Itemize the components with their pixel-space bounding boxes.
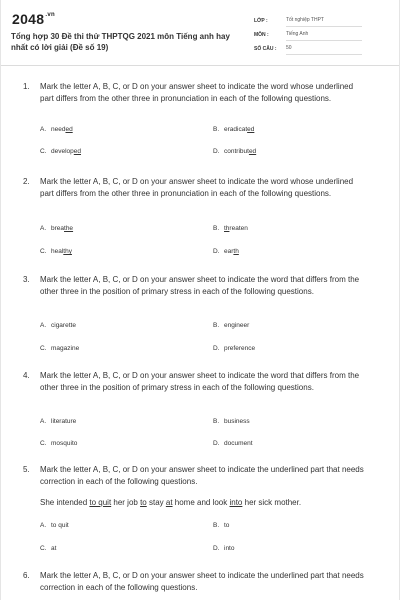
option-letter: D. (213, 248, 220, 255)
option-text: preference (224, 345, 256, 352)
option-underlined: thy (63, 248, 72, 255)
option-letter: B. (213, 522, 220, 529)
option-text: at (51, 545, 57, 552)
option-letter: A. (40, 126, 47, 133)
option-text: literature (51, 418, 77, 425)
option-underlined: ed (248, 148, 257, 155)
option-letter: A. (40, 225, 47, 232)
option-letter: D. (213, 440, 220, 447)
option-letter: C. (40, 148, 47, 155)
option-text: engineer (224, 322, 250, 329)
question-text: Mark the letter A, B, C, or D on your answer sheet to indicate the underlined part that needs correction in each of the following questions. (40, 571, 364, 592)
option-c[interactable] (40, 440, 77, 447)
option-letter: C. (40, 545, 47, 552)
document-header (1, 0, 399, 66)
option-b[interactable] (213, 322, 249, 329)
option-letter: B. (213, 322, 220, 329)
option-text: mosquito (51, 440, 78, 447)
option-a[interactable] (40, 225, 73, 232)
option-underlined: th (233, 248, 239, 255)
question-sentence (40, 498, 375, 507)
option-letter: B. (213, 418, 220, 425)
question-text: Mark the letter A, B, C, or D on your answer sheet to indicate the word that differs from the other three in the position of primary stress in each of the following questions. (40, 371, 360, 392)
sentence-underlined: into (229, 498, 243, 507)
question-text: Mark the letter A, B, C, or D on your answer sheet to indicate the underlined part that needs correction in each of the following questions. (40, 465, 364, 486)
option-text: brea (51, 225, 65, 232)
option-letter: D. (213, 345, 220, 352)
option-letter: C. (40, 345, 47, 352)
option-a[interactable] (40, 418, 76, 425)
option-letter: D. (213, 545, 220, 552)
option-text: magazine (51, 345, 80, 352)
meta-count-label: SỐ CÂU : (254, 46, 277, 52)
option-underlined: ed (73, 148, 82, 155)
question-number: 3. (23, 275, 30, 284)
option-text: business (224, 418, 250, 425)
option-a[interactable] (40, 322, 76, 329)
option-d[interactable] (213, 545, 234, 552)
meta-class-label: LỚP : (254, 18, 268, 24)
option-c[interactable] (40, 248, 72, 255)
question-number: 6. (23, 571, 30, 580)
sentence-part: her sick mother. (242, 498, 302, 507)
option-d[interactable] (213, 148, 256, 155)
option-a[interactable] (40, 126, 73, 133)
option-c[interactable] (40, 345, 79, 352)
option-text: contribut (224, 148, 249, 155)
option-text: to (224, 522, 230, 529)
option-text: cigarette (51, 322, 76, 329)
option-d[interactable] (213, 345, 255, 352)
option-text-rest: reaten (229, 225, 248, 232)
question-number: 4. (23, 371, 30, 380)
logo-text: 2048 (12, 11, 45, 27)
option-c[interactable] (40, 148, 81, 155)
option-text: heal (51, 248, 64, 255)
sentence-part: stay (146, 498, 166, 507)
option-text: to quit (51, 522, 69, 529)
meta-subject-label: MÔN : (254, 32, 269, 38)
meta-subject-value: Tiếng Anh (286, 31, 362, 41)
sentence-part: her job (111, 498, 141, 507)
option-b[interactable] (213, 522, 229, 529)
option-b[interactable] (213, 126, 254, 133)
option-text: document (224, 440, 253, 447)
document-title: Tổng hợp 30 Đề thi thử THPTQG 2021 môn Tiếng anh hay nhất có lời giải (Đề số 19) (11, 32, 230, 52)
question-text: Mark the letter A, B, C, or D on your answer sheet to indicate the word whose underlined part differs from the other three in pronunciation in each of the following questions. (40, 82, 354, 103)
meta-count-value: 50 (286, 45, 362, 55)
question-text: Mark the letter A, B, C, or D on your answer sheet to indicate the word that differs from the other three in the position of primary stress in each of the following questions. (40, 275, 360, 296)
option-letter: D. (213, 148, 220, 155)
question-number: 1. (23, 82, 30, 91)
option-text: develop (51, 148, 74, 155)
option-letter: A. (40, 522, 47, 529)
meta-class-value: Tốt nghiệp THPT (286, 17, 362, 27)
site-logo[interactable] (12, 11, 55, 27)
option-d[interactable] (213, 440, 253, 447)
sentence-underlined: to (140, 498, 147, 507)
option-letter: C. (40, 248, 47, 255)
logo-suffix: .vn (45, 12, 55, 19)
option-underlined: the (64, 225, 74, 232)
question-number: 2. (23, 177, 30, 186)
option-letter: C. (40, 440, 47, 447)
option-text: into (224, 545, 235, 552)
option-letter: B. (213, 126, 220, 133)
option-underlined: ed (65, 126, 73, 133)
option-letter: A. (40, 418, 47, 425)
sentence-underlined: at (165, 498, 173, 507)
option-text: ear (224, 248, 234, 255)
question-number: 5. (23, 465, 30, 474)
option-letter: B. (213, 225, 220, 232)
option-text: need (51, 126, 66, 133)
question-text: Mark the letter A, B, C, or D on your answer sheet to indicate the word whose underlined part differs from the other three in pronunciation in each of the following questions. (40, 177, 354, 198)
option-d[interactable] (213, 248, 239, 255)
sentence-underlined: to quit (89, 498, 112, 507)
option-letter: A. (40, 322, 47, 329)
option-b[interactable] (213, 418, 250, 425)
option-a[interactable] (40, 522, 69, 529)
option-text: eradicat (224, 126, 248, 133)
sentence-part: She intended (40, 498, 90, 507)
option-underlined: ed (247, 126, 255, 133)
option-b[interactable] (213, 225, 248, 232)
option-c[interactable] (40, 545, 56, 552)
sentence-part: home and look (172, 498, 230, 507)
option-underlined: th (224, 225, 230, 232)
